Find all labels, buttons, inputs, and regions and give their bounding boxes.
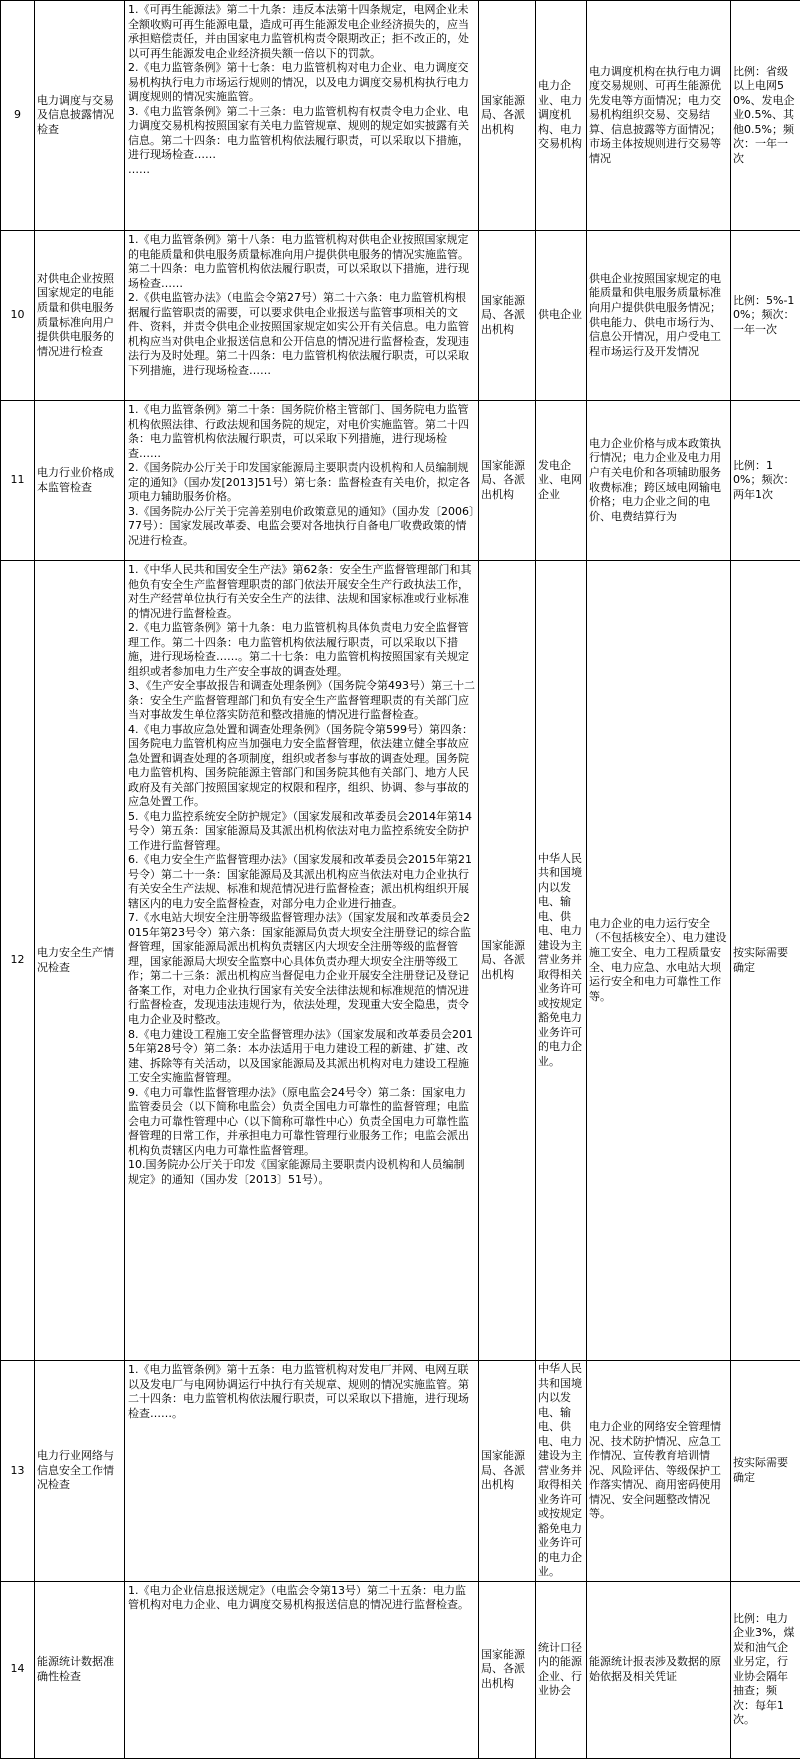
legal-basis-cell (125, 231, 479, 401)
inspecting-organization-cell: 国家能源局、各派出机构 (479, 1, 536, 231)
legal-basis-paragraph: 1.《电力监管条例》第十五条：电力监管机构对发电厂并网、电网互联以及发电厂与电网协调运行中执行有关规章、规则的情况实施监管。第二十四条：电力监管机构依法履行职责，可以采取以下措施，进行现场检查……。 (128, 1363, 475, 1421)
table-row (1, 561, 800, 1361)
legal-basis-paragraph: 1.《电力监管条例》第十八条：电力监管机构对供电企业按照国家规定的电能质量和供电服务质量标准向用户提供供电服务的情况实施监管。第二十四条：电力监管机构依法履行职责，可以采取以下措施，进行现场检查…… (128, 233, 475, 291)
item-number-cell: 12 (1, 561, 35, 1361)
inspection-object-cell: 统计口径内的能源企业、行业协会 (536, 1581, 587, 1758)
legal-basis-paragraph: 7.《水电站大坝安全注册等级监督管理办法》（国家发展和改革委员会2015年第23号令）第六条：国家能源局负责大坝安全注册登记的综合监督管理，国家能源局派出机构负责辖区内大坝安全注册等级的监督管理，国家能源局大坝安全监察中心具体负责办理大坝安全注册等级工作；第二十三条：派出机构应当督促电力企业开展安全注册登记及登记备案工作，对电力企业执行国家有关安全法律法规和标准规范的情况进行监督检查，发现违法违规行为，依法处理，发现重大安全隐患，责令电力企业及时整改。 (128, 911, 475, 1027)
legal-basis-list (128, 1584, 475, 1613)
legal-basis-cell (125, 1361, 479, 1582)
legal-basis-paragraph: 3.《国务院办公厅关于完善差别电价政策意见的通知》（国办发〔2006〕77号）：国家发展改革委、电监会要对各地执行自备电厂收费政策的情况进行检查。 (128, 505, 475, 549)
item-number-cell: 14 (1, 1581, 35, 1758)
inspection-object-cell: 供电企业 (536, 231, 587, 401)
legal-basis-list (128, 233, 475, 378)
inspection-object-cell: 电力企业、电力调度机构、电力交易机构 (536, 1, 587, 231)
legal-basis-paragraph: 5.《电力监控系统安全防护规定》（国家发展和改革委员会2014年第14号令）第五条：国家能源局及其派出机构依法对电力监控系统安全防护工作进行监督管理。 (128, 810, 475, 854)
sampling-ratio-frequency-cell: 比例：电力企业3%，煤炭和油气企业另定，行业协会隔年抽查；频次：每年1次。 (731, 1581, 800, 1758)
inspection-content-cell: 电力企业的电力运行安全（不包括核安全）、电力建设施工安全、电力工程质量安全、电力应急、水电站大坝运行安全和电力可靠性工作等。 (587, 561, 731, 1361)
legal-basis-cell (125, 1581, 479, 1758)
legal-basis-cell (125, 1, 479, 231)
sampling-ratio-frequency-cell: 按实际需要确定 (731, 561, 800, 1361)
table-row (1, 1581, 800, 1758)
legal-basis-list (128, 403, 475, 548)
legal-basis-paragraph: 3、《生产安全事故报告和调查处理条例》（国务院令第493号）第三十二条：安全生产监督管理部门和负有安全生产监督管理职责的有关部门应当对事故发生单位落实防范和整改措施的情况进行监督检查。 (128, 679, 475, 723)
inspection-content-cell: 电力企业价格与成本政策执行情况；电力企业及电力用户有关电价和各项辅助服务收费标准；跨区域电网输电价格；电力企业之间的电价、电费结算行为 (587, 401, 731, 561)
inspecting-organization-cell: 国家能源局、各派出机构 (479, 1361, 536, 1582)
table-body (1, 1, 800, 1759)
inspection-item-cell: 电力安全生产情况检查 (35, 561, 125, 1361)
legal-basis-paragraph: 10.国务院办公厅关于印发《国家能源局主要职责内设机构和人员编制规定》的通知（国办发〔2013〕51号）。 (128, 1158, 475, 1187)
table-row (1, 1361, 800, 1582)
inspection-object-cell: 发电企业、电网企业 (536, 401, 587, 561)
legal-basis-paragraph: …… (128, 163, 475, 178)
inspection-object-cell: 中华人民共和国境内以发电、输电、供电、电力建设为主营业务并取得相关业务许可或按规定豁免电力业务许可的电力企业。 (536, 561, 587, 1361)
sampling-ratio-frequency-cell: 比例：5%-10%；频次：一年一次 (731, 231, 800, 401)
inspecting-organization-cell: 国家能源局、各派出机构 (479, 561, 536, 1361)
inspection-item-cell: 能源统计数据准确性检查 (35, 1581, 125, 1758)
legal-basis-paragraph: 3.《电力监管条例》第二十三条：电力监管机构有权责令电力企业、电力调度交易机构按照国家有关电力监管规章、规则的规定如实披露有关信息。第二十四条：电力监管机构依法履行职责，可以采取以下措施，进行现场检查…… (128, 105, 475, 163)
item-number-cell: 11 (1, 401, 35, 561)
table-row (1, 231, 800, 401)
item-number-cell: 13 (1, 1361, 35, 1582)
legal-basis-paragraph: 2.《电力监管条例》第十七条：电力监管机构对电力企业、电力调度交易机构执行电力市场运行规则的情况，以及电力调度交易机构执行电力调度规则的情况实施监管。 (128, 61, 475, 105)
legal-basis-paragraph: 8.《电力建设工程施工安全监督管理办法》（国家发展和改革委员会2015年第28号令）第二条：本办法适用于电力建设工程的新建、扩建、改建、拆除等有关活动，以及国家能源局及其派出机构对电力建设工程施工安全实施监督管理。 (128, 1028, 475, 1086)
inspecting-organization-cell: 国家能源局、各派出机构 (479, 1581, 536, 1758)
inspection-item-cell: 对供电企业按照国家规定的电能质量和供电服务质量标准向用户提供供电服务的情况进行检查 (35, 231, 125, 401)
legal-basis-list (128, 563, 475, 1187)
legal-basis-paragraph: 4.《电力事故应急处置和调查处理条例》（国务院令第599号）第四条：国务院电力监管机构应当加强电力安全监督管理，依法建立健全事故应急处置和调查处理的各项制度，组织或者参与事故的调查处理。国务院电力监管机构、国务院能源主管部门和国务院其他有关部门、地方人民政府及有关部门按照国家规定的权限和程序，组织、协调、参与事故的应急处置工作。 (128, 723, 475, 810)
inspecting-organization-cell: 国家能源局、各派出机构 (479, 231, 536, 401)
inspection-item-cell: 电力行业网络与信息安全工作情况检查 (35, 1361, 125, 1582)
sampling-ratio-frequency-cell: 比例：省级以上电网50%、发电企业0.5%、其他0.5%；频次：一年一次 (731, 1, 800, 231)
legal-basis-cell (125, 561, 479, 1361)
legal-basis-paragraph: 6.《电力安全生产监督管理办法》（国家发展和改革委员会2015年第21号令）第二十一条：国家能源局及其派出机构应当依法对电力企业执行有关安全生产法规、标准和规范情况进行监督检查；派出机构组织开展辖区内的电力安全监督检查，对部分电力企业进行抽查。 (128, 853, 475, 911)
inspection-content-cell: 能源统计报表涉及数据的原始依据及相关凭证 (587, 1581, 731, 1758)
inspection-object-cell: 中华人民共和国境内以发电、输电、供电、电力建设为主营业务并取得相关业务许可或按规定豁免电力业务许可的电力企业。 (536, 1361, 587, 1582)
item-number-cell: 10 (1, 231, 35, 401)
legal-basis-paragraph: 2.《国务院办公厅关于印发国家能源局主要职责内设机构和人员编制规定的通知》（国办发[2013]51号）第七条：监督检查有关电价，拟定各项电力辅助服务价格。 (128, 461, 475, 505)
legal-basis-paragraph: 9.《电力可靠性监督管理办法》（原电监会24号令）第二条：国家电力监管委员会（以下简称电监会）负责全国电力可靠性的监督管理；电监会电力可靠性管理中心（以下简称可靠性中心）负责全国电力可靠性监督管理的日常工作，并承担电力可靠性管理行业服务工作；电监会派出机构负责辖区内电力可靠性监督管理。 (128, 1086, 475, 1159)
legal-basis-cell (125, 401, 479, 561)
legal-basis-paragraph: 1.《电力监管条例》第二十条：国务院价格主管部门、国务院电力监管机构依照法律、行政法规和国务院的规定，对电价实施监管。第二十四条：电力监管机构依法履行职责，可以采取下列措施，进行现场检查…… (128, 403, 475, 461)
legal-basis-paragraph: 1.《可再生能源法》第二十九条：违反本法第十四条规定，电网企业未全额收购可再生能源电量，造成可再生能源发电企业经济损失的，应当承担赔偿责任，并由国家电力监管机构责令限期改正；拒不改正的，处以可再生能源发电企业经济损失额一倍以下的罚款。 (128, 3, 475, 61)
table-row (1, 401, 800, 561)
legal-basis-paragraph: 1.《中华人民共和国安全生产法》第62条：安全生产监督管理部门和其他负有安全生产监督管理职责的部门依法开展安全生产行政执法工作，对生产经营单位执行有关安全生产的法律、法规和国家标准或行业标准的情况进行监督检查。 (128, 563, 475, 621)
legal-basis-paragraph: 1.《电力企业信息报送规定》（电监会令第13号）第二十五条：电力监管机构对电力企业、电力调度交易机构报送信息的情况进行监督检查。 (128, 1584, 475, 1613)
inspection-content-cell: 电力企业的网络安全管理情况、技术防护情况、应急工作情况、宣传教育培训情况、风险评估、等级保护工作落实情况、商用密码使用情况、安全问题整改情况等。 (587, 1361, 731, 1582)
inspection-item-cell: 电力行业价格成本监管检查 (35, 401, 125, 561)
sampling-ratio-frequency-cell: 按实际需要确定 (731, 1361, 800, 1582)
table-row (1, 1, 800, 231)
inspecting-organization-cell: 国家能源局、各派出机构 (479, 401, 536, 561)
sampling-ratio-frequency-cell: 比例：10%；频次：两年1次 (731, 401, 800, 561)
legal-basis-paragraph: 2.《电力监管条例》第十九条：电力监管机构具体负责电力安全监督管理工作。第二十四条：电力监管机构依法履行职责，可以采取以下措施，进行现场检查……。第二十七条：电力监管机构按照国家有关规定组织或者参加电力生产安全事故的调查处理。 (128, 621, 475, 679)
legal-basis-list (128, 3, 475, 177)
inspection-content-cell: 供电企业按照国家规定的电能质量和供电服务质量标准向用户提供供电服务情况；供电能力、供电市场行为、信息公开情况，用户受电工程市场运行及开发情况 (587, 231, 731, 401)
inspection-content-cell: 电力调度机构在执行电力调度交易规则、可再生能源优先发电等方面情况；电力交易机构组织交易、交易结算、信息披露等方面情况；市场主体按规则进行交易等情况 (587, 1, 731, 231)
item-number-cell: 9 (1, 1, 35, 231)
legal-basis-list (128, 1363, 475, 1421)
legal-basis-paragraph: 2.《供电监管办法》（电监会令第27号）第二十六条：电力监管机构根据履行监管职责的需要，可以要求供电企业报送与监管事项相关的文件、资料，并责令供电企业按照国家规定如实公开有关信息。电力监管机构应当对供电企业报送信息和公开信息的情况进行监督检查，发现违法行为及时处理。第二十四条：电力监管机构依法履行职责，可以采取下列措施，进行现场检查…… (128, 291, 475, 378)
inspection-item-cell: 电力调度与交易及信息披露情况检查 (35, 1, 125, 231)
